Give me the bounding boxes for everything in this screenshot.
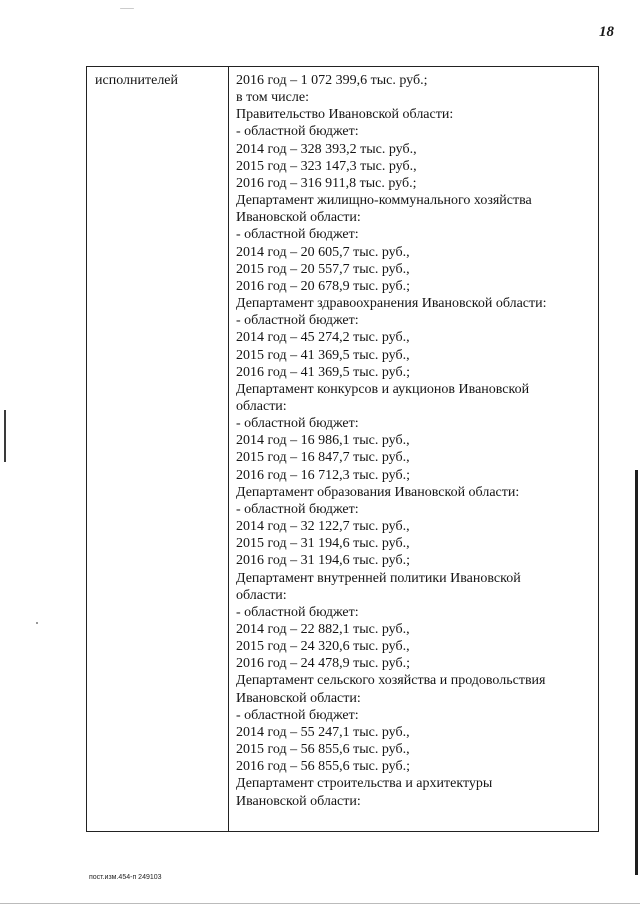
funding-line: 2015 год – 20 557,7 тыс. руб., bbox=[236, 261, 410, 277]
funding-line: 2014 год – 16 986,1 тыс. руб., bbox=[236, 433, 410, 449]
funding-line: - областной бюджет: bbox=[236, 313, 359, 329]
funding-line: Департамент жилищно-коммунального хозяйства bbox=[236, 193, 532, 209]
column-divider bbox=[228, 67, 229, 831]
funding-line: Департамент внутренней политики Ивановской bbox=[236, 570, 521, 586]
scan-speck bbox=[120, 8, 134, 9]
funding-line: 2014 год – 22 882,1 тыс. руб., bbox=[236, 622, 410, 637]
document-footer: пост.изм.454-п 249103 bbox=[89, 874, 162, 881]
funding-line: - областной бюджет: bbox=[236, 416, 359, 432]
funding-line: - областной бюджет: bbox=[236, 124, 359, 140]
funding-line: Ивановской области: bbox=[236, 690, 361, 706]
funding-line: 2016 год – 31 194,6 тыс. руб.; bbox=[236, 553, 410, 569]
scan-edge-mark-right bbox=[635, 470, 638, 875]
funding-line: Департамент здравоохранения Ивановской области: bbox=[236, 296, 547, 312]
funding-line: 2014 год – 45 274,2 тыс. руб., bbox=[236, 330, 410, 346]
funding-line: - областной бюджет: bbox=[236, 604, 359, 620]
funding-line: 2015 год – 24 320,6 тыс. руб., bbox=[236, 639, 410, 655]
funding-line: 2014 год – 32 122,7 тыс. руб., bbox=[236, 519, 410, 535]
funding-line: - областной бюджет: bbox=[236, 707, 359, 723]
funding-line: Департамент образования Ивановской области: bbox=[236, 484, 520, 500]
funding-line: 2015 год – 41 369,5 тыс. руб., bbox=[236, 347, 410, 363]
funding-line: Департамент конкурсов и аукционов Ивановской bbox=[236, 381, 530, 397]
funding-line: 2015 год – 56 855,6 тыс. руб., bbox=[236, 742, 410, 758]
funding-line: 2016 год – 316 911,8 тыс. руб.; bbox=[236, 175, 417, 191]
row-label: исполнителей bbox=[95, 73, 179, 88]
scan-bottom-edge bbox=[0, 903, 640, 904]
funding-line: 2015 год – 16 847,7 тыс. руб., bbox=[236, 450, 410, 466]
funding-line: 2016 год – 24 478,9 тыс. руб.; bbox=[236, 656, 410, 672]
funding-line: в том числе: bbox=[236, 90, 309, 106]
funding-line: 2016 год – 1 072 399,6 тыс. руб.; bbox=[236, 73, 428, 88]
funding-line: 2014 год – 20 605,7 тыс. руб., bbox=[236, 244, 410, 260]
funding-line: 2015 год – 31 194,6 тыс. руб., bbox=[236, 536, 410, 552]
funding-line: 2014 год – 55 247,1 тыс. руб., bbox=[236, 724, 410, 740]
funding-line: 2014 год – 328 393,2 тыс. руб., bbox=[236, 141, 417, 157]
funding-line: - областной бюджет: bbox=[236, 227, 359, 243]
funding-line: Департамент строительства и архитектуры bbox=[236, 776, 493, 792]
funding-line: Правительство Ивановской области: bbox=[236, 107, 454, 123]
scan-edge-mark-left bbox=[4, 410, 6, 462]
funding-line: Департамент сельского хозяйства и продовольствия bbox=[236, 673, 546, 689]
budget-table bbox=[86, 66, 599, 832]
funding-line: 2016 год – 16 712,3 тыс. руб.; bbox=[236, 467, 410, 483]
funding-line: 2016 год – 41 369,5 тыс. руб.; bbox=[236, 364, 410, 380]
funding-line: области: bbox=[236, 587, 287, 603]
funding-details bbox=[236, 72, 594, 810]
funding-line: Ивановской области: bbox=[236, 210, 361, 226]
page-number: 18 bbox=[599, 24, 614, 40]
funding-line: - областной бюджет: bbox=[236, 501, 359, 517]
funding-line: 2016 год – 56 855,6 тыс. руб.; bbox=[236, 759, 410, 775]
funding-line: Ивановской области: bbox=[236, 793, 361, 809]
funding-line: области: bbox=[236, 398, 287, 414]
scan-speck bbox=[36, 622, 38, 624]
funding-line: 2015 год – 323 147,3 тыс. руб., bbox=[236, 158, 417, 174]
funding-line: 2016 год – 20 678,9 тыс. руб.; bbox=[236, 278, 410, 294]
